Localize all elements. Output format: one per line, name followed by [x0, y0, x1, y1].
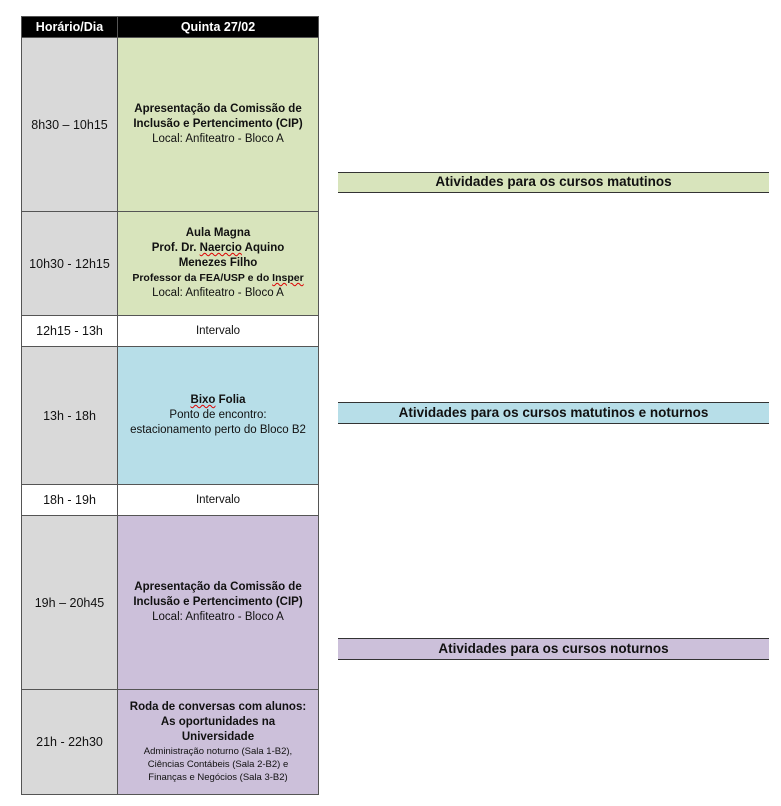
activity-title-folia: Folia [218, 394, 246, 406]
table-row [22, 212, 319, 316]
speaker-affiliation-insper: Insper [272, 272, 304, 284]
table-row [22, 516, 319, 690]
activity-title-line: Aula Magna [185, 227, 251, 239]
time-cell: 12h15 - 13h [22, 316, 118, 347]
activity-cell [118, 38, 319, 212]
activity-title-line: Apresentação da Comissão de [134, 103, 302, 115]
speaker-first-name: Naercio [199, 242, 242, 254]
activity-cell [118, 212, 319, 316]
activity-detail: Ponto de encontro: [169, 409, 267, 421]
time-cell: 19h – 20h45 [22, 516, 118, 690]
table-row [22, 38, 319, 212]
speaker-name-part: Aquino [244, 242, 285, 254]
time-cell: 10h30 - 12h15 [22, 212, 118, 316]
activity-title-line: Inclusão e Pertencimento (CIP) [133, 596, 303, 608]
activity-title-line: Menezes Filho [178, 257, 258, 269]
activity-title-line [118, 393, 318, 408]
activity-title-line [118, 271, 318, 286]
time-cell: 8h30 – 10h15 [22, 38, 118, 212]
activity-detail: Administração noturno (Sala 1-B2), [143, 746, 293, 757]
table-row [22, 347, 319, 485]
activity-detail: Ciências Contábeis (Sala 2-B2) e [147, 759, 289, 770]
activity-title-line: Roda de conversas com alunos: [129, 701, 307, 713]
activity-title-line: Apresentação da Comissão de [134, 581, 302, 593]
legend-morning: Atividades para os cursos matutinos [338, 172, 769, 193]
activity-title-line [118, 241, 318, 256]
activity-detail: Finanças e Negócios (Sala 3-B2) [148, 772, 288, 783]
table-row [22, 485, 319, 516]
activity-cell [118, 690, 319, 795]
table-row [22, 316, 319, 347]
activity-cell [118, 516, 319, 690]
speaker-affiliation: Professor da FEA/USP e do [132, 272, 270, 284]
activity-detail: estacionamento perto do Bloco B2 [130, 424, 306, 436]
activity-location: Local: Anfiteatro - Bloco A [152, 133, 284, 145]
header-day: Quinta 27/02 [118, 17, 319, 38]
activity-break: Intervalo [195, 324, 241, 337]
table-row [22, 690, 319, 795]
time-cell: 18h - 19h [22, 485, 118, 516]
time-cell: 13h - 18h [22, 347, 118, 485]
legend-evening: Atividades para os cursos noturnos [338, 638, 769, 660]
speaker-title: Prof. Dr. [151, 242, 197, 254]
activity-cell [118, 485, 319, 516]
activity-title-bixo: Bixo [190, 394, 216, 406]
schedule-table [21, 16, 319, 795]
time-cell: 21h - 22h30 [22, 690, 118, 795]
activity-break: Intervalo [195, 493, 241, 506]
activity-title-line: Universidade [181, 731, 255, 743]
header-row [22, 17, 319, 38]
activity-title-line: As oportunidades na [160, 716, 276, 728]
activity-cell [118, 316, 319, 347]
activity-location: Local: Anfiteatro - Bloco A [152, 611, 284, 623]
activity-cell [118, 347, 319, 485]
header-time: Horário/Dia [22, 17, 118, 38]
activity-title-line: Inclusão e Pertencimento (CIP) [133, 118, 303, 130]
activity-location: Local: Anfiteatro - Bloco A [152, 287, 284, 299]
legend-morning-evening: Atividades para os cursos matutinos e noturnos [338, 402, 769, 424]
